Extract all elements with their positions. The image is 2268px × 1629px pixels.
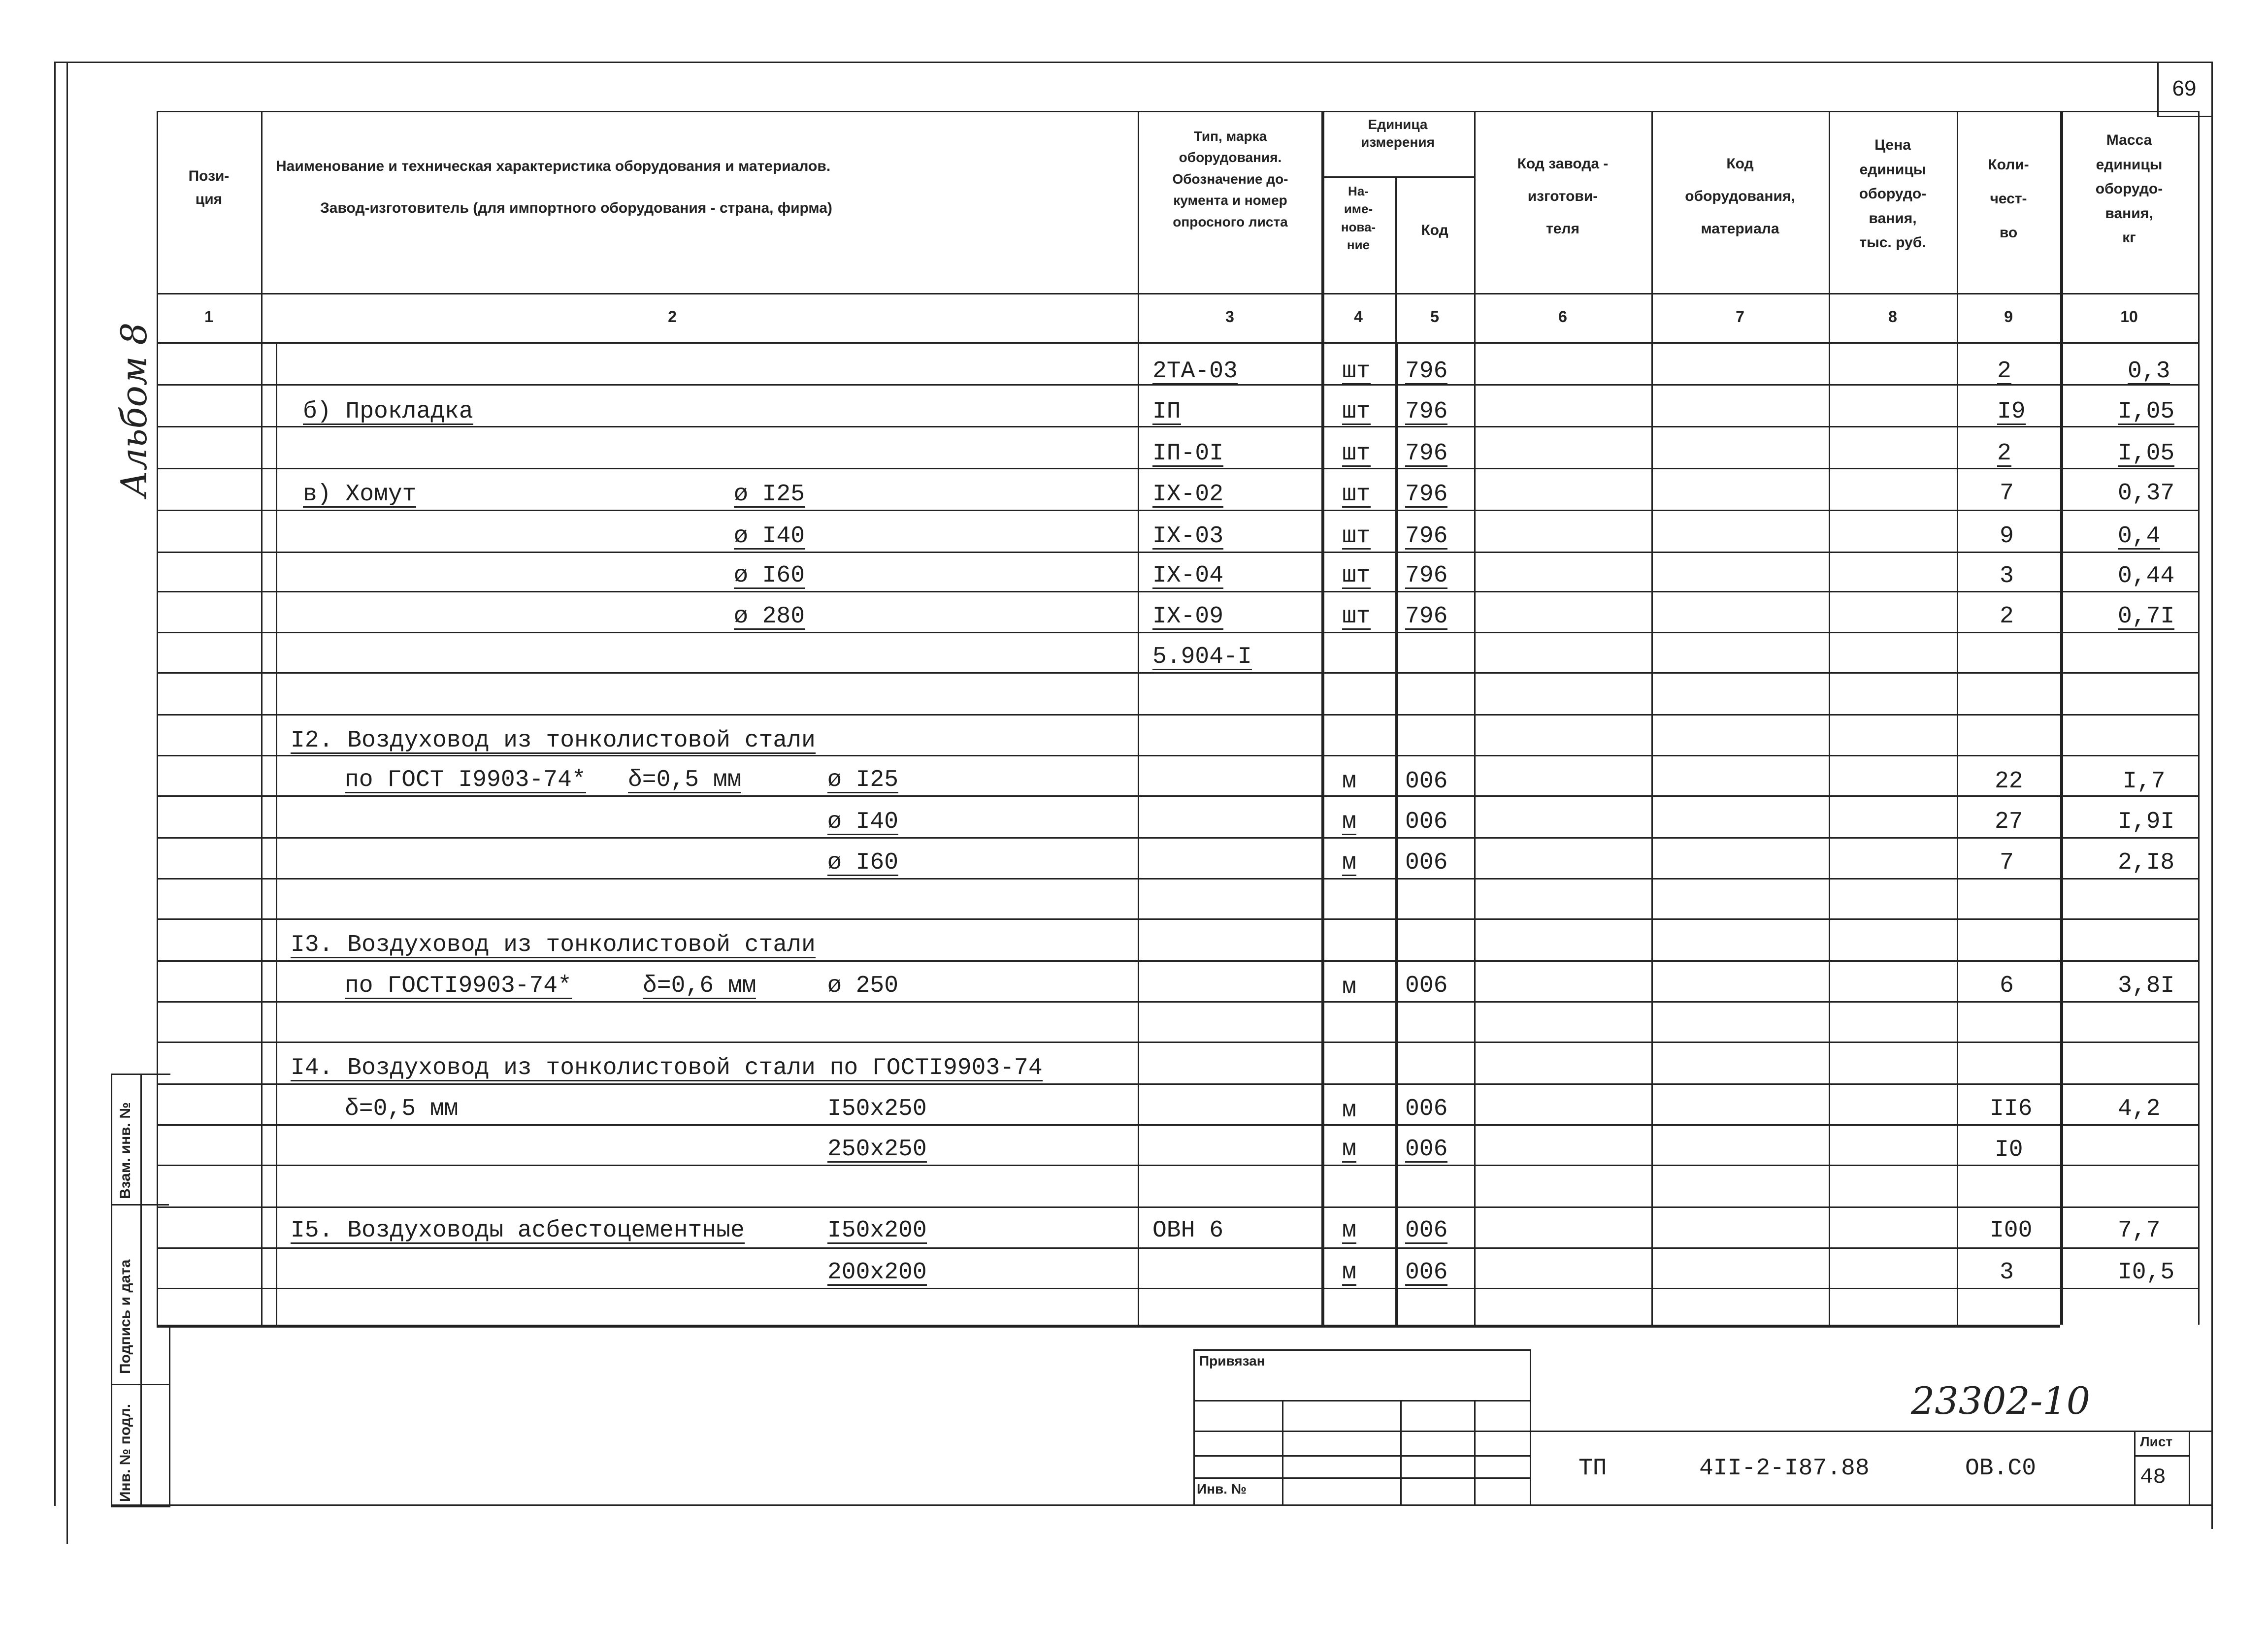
header-name-line1: Наименование и техническая характеристика оборудования и материалов. [276, 158, 831, 174]
row-qty: 3 [2000, 1259, 2014, 1286]
row-code: 796 [1405, 562, 1448, 589]
row-unit: шт [1342, 358, 1371, 385]
row-line [157, 1042, 2198, 1043]
col-number: 1 [204, 308, 213, 326]
row-line [157, 918, 2198, 920]
row-mass: 0,37 [2118, 480, 2175, 507]
col-line-8 [1957, 111, 1958, 1325]
row-qty: I9 [1997, 398, 2026, 425]
col-number: 3 [1225, 308, 1234, 326]
privyazan-row [1193, 1455, 1530, 1457]
privyazan-row [1193, 1400, 1530, 1401]
row-line [157, 1083, 2198, 1085]
privyazan-row [1193, 1477, 1530, 1479]
header-type: Тип, марка оборудования. Обозначение до- кумента и номер опросного листа [1172, 129, 1288, 229]
col-number: 6 [1558, 308, 1567, 326]
row-unit: шт [1342, 481, 1371, 508]
header-position: Пози- ция [188, 168, 230, 207]
row-code: 796 [1405, 398, 1448, 425]
row-diameter: ø I60 [827, 849, 899, 876]
col-line-2 [1138, 111, 1139, 1325]
row-mass: I,9I [2118, 809, 2175, 835]
header-unit-code: Код [1421, 222, 1448, 238]
privyazan-col [1400, 1400, 1402, 1504]
row-mass: I,05 [2118, 398, 2175, 425]
header-mass: Масса единицы оборудо- вания, кг [2095, 132, 2163, 246]
row-unit: м [1342, 974, 1356, 1001]
row-line [157, 837, 2198, 839]
row-line [157, 672, 2198, 674]
header-unit: Единица измерения [1361, 117, 1435, 150]
row-code: 796 [1405, 358, 1448, 385]
header-name-line2: Завод-изготовитель (для импортного оборудования - страна, фирма) [320, 200, 832, 216]
row-unit: м [1342, 1136, 1356, 1163]
row-qty: 2 [1997, 358, 2011, 385]
row-name: δ=0,5 мм [345, 1096, 459, 1122]
row-name: I3. Воздуховод из тонколистовой стали [291, 932, 816, 958]
row-mass: I,7 [2123, 768, 2166, 795]
col-line-9 [2060, 111, 2063, 1325]
row-line [157, 714, 2198, 716]
row-unit: м [1342, 768, 1356, 795]
row-unit: м [1342, 1097, 1356, 1124]
row-unit: шт [1342, 440, 1371, 467]
row-unit: шт [1342, 562, 1371, 589]
side-inv-podl: Инв. № подл. [117, 1403, 133, 1502]
side-vzam-inv: Взам. инв. № [117, 1102, 133, 1199]
row-mass: 2,I8 [2118, 849, 2175, 876]
stamp-section: ОВ.С0 [1965, 1455, 2037, 1482]
col-line-4b [1395, 342, 1398, 1325]
row-type: IХ-03 [1152, 523, 1224, 550]
row-type: IХ-09 [1152, 603, 1224, 630]
row-code: 796 [1405, 440, 1448, 467]
side-stamp-divider [140, 1074, 142, 1504]
side-podpis: Подпись и дата [117, 1259, 133, 1374]
row-diameter: ø 250 [827, 973, 899, 999]
row-name: I2. Воздуховод из тонколистовой стали [291, 727, 816, 754]
row-diameter: I50x200 [827, 1217, 927, 1244]
table-top [157, 111, 2198, 112]
colnum-bottom [157, 342, 2198, 344]
row-line [157, 795, 2198, 797]
row-name: по ГОСТ I9903-74* [345, 767, 586, 793]
row-unit: шт [1342, 603, 1371, 630]
row-code: 006 [1405, 1096, 1448, 1122]
row-diameter: ø I25 [827, 767, 899, 793]
col-line-5 [1474, 111, 1476, 1325]
row-name: I4. Воздуховод из тонколистовой стали по ГОСТI9903-74 [291, 1055, 1043, 1081]
row-unit: м [1342, 1259, 1356, 1286]
page-number: 69 [2172, 76, 2197, 100]
row-qty: 9 [2000, 523, 2014, 550]
row-line [157, 552, 2198, 553]
row-qty: I00 [1990, 1217, 2033, 1244]
row-line [157, 1124, 2198, 1126]
row-qty: I0 [1995, 1137, 2023, 1163]
row-qty: 22 [1995, 768, 2023, 795]
sheet-box-divider [2134, 1455, 2189, 1457]
row-code: 006 [1405, 1136, 1448, 1163]
row-mass: I,05 [2118, 440, 2175, 467]
row-diameter: ø I40 [734, 523, 805, 550]
row-unit: шт [1342, 398, 1371, 425]
row-type: IП-0I [1152, 440, 1224, 467]
sheet-label: Лист [2140, 1434, 2173, 1449]
row-code: 796 [1405, 603, 1448, 630]
row-line [157, 468, 2198, 469]
header-qty: Коли- чест- во [1988, 157, 2029, 241]
row-mass: 3,8I [2118, 973, 2175, 999]
col-number: 8 [1888, 308, 1897, 326]
col-line-6 [1651, 111, 1653, 1325]
header-factory-code: Код завода - изготови- теля [1517, 156, 1609, 237]
col-number: 2 [668, 308, 677, 326]
row-line [157, 632, 2198, 633]
row-mass: 0,44 [2118, 563, 2175, 589]
row-qty: 7 [2000, 480, 2014, 507]
col-number: 5 [1430, 308, 1439, 326]
row-name: по ГОСТI9903-74* [345, 973, 572, 999]
row-qty: II6 [1990, 1096, 2033, 1122]
privyazan-col [1474, 1400, 1476, 1504]
col-line-1 [261, 111, 263, 1325]
row-diameter: 200x200 [827, 1259, 927, 1286]
row-qty: 27 [1995, 809, 2023, 835]
sheet-right-edge [2211, 62, 2213, 1529]
col-number: 9 [2004, 308, 2013, 326]
row-line [157, 960, 2198, 962]
row-qty: 2 [1997, 440, 2011, 467]
row-qty: 2 [2000, 603, 2014, 630]
stamp-doc-code: 4II-2-I87.88 [1699, 1455, 1870, 1482]
col-line-3 [1321, 111, 1324, 1325]
privyazan-col [1282, 1400, 1283, 1504]
stamp-tp: ТП [1578, 1455, 1607, 1482]
row-line [157, 591, 2198, 592]
col-line-10 [2198, 111, 2200, 1325]
row-name: б) Прокладка [303, 398, 473, 425]
sheet-number: 48 [2140, 1465, 2166, 1490]
row-mass: 0,7I [2118, 603, 2175, 630]
side-stamp-bottom [111, 1504, 2211, 1506]
col-line-7 [1829, 111, 1830, 1325]
row-qty: 7 [2000, 849, 2014, 876]
row-code: 006 [1405, 768, 1448, 795]
album-label: Альбом 8 [113, 322, 155, 497]
header-price: Цена единицы оборудо- вания, тыс. руб. [1859, 137, 1927, 251]
row-type: IХ-02 [1152, 481, 1224, 508]
row-code: 006 [1405, 973, 1448, 999]
row-mass: 4,2 [2118, 1096, 2161, 1122]
row-unit: шт [1342, 523, 1371, 550]
row-type: 5.904-I [1152, 644, 1252, 670]
row-code: 006 [1405, 849, 1448, 876]
row-mass: 0,4 [2118, 523, 2161, 550]
row-code: 006 [1405, 1217, 1448, 1244]
row-unit: м [1342, 809, 1356, 835]
row-unit: м [1342, 1217, 1356, 1244]
row-name: I5. Воздуховоды асбестоцементные [291, 1217, 745, 1244]
row-qty: 3 [2000, 563, 2014, 589]
row-type: 2ТА-03 [1152, 358, 1238, 385]
row-unit: м [1342, 849, 1356, 876]
row-line [157, 1001, 2198, 1003]
row-code: 006 [1405, 1259, 1448, 1286]
side-stamp-row [111, 1384, 169, 1385]
row-type: IХ-04 [1152, 562, 1224, 589]
row-mass: 7,7 [2118, 1217, 2161, 1244]
row-thickness: δ=0,6 мм [643, 973, 756, 999]
row-code: 796 [1405, 523, 1448, 550]
handwritten-number: 23302-10 [1911, 1379, 2091, 1423]
row-line [157, 1206, 2198, 1208]
row-code: 006 [1405, 809, 1448, 835]
row-line [157, 1247, 2198, 1249]
header-bottom [157, 293, 2198, 294]
col-number: 7 [1736, 308, 1744, 326]
row-thickness: δ=0,5 мм [628, 767, 742, 793]
col-line-1b [276, 342, 277, 1325]
row-mass: I0,5 [2118, 1259, 2175, 1286]
row-line [157, 878, 2198, 880]
row-qty: 6 [2000, 973, 2014, 999]
row-line [157, 1288, 2198, 1289]
header-equipment-code: Код оборудования, материала [1685, 156, 1795, 237]
row-diameter: ø I25 [734, 481, 805, 508]
side-stamp-row [111, 1204, 169, 1205]
row-diameter: ø I40 [827, 809, 899, 835]
row-name: в) Хомут [303, 481, 417, 508]
row-mass: 0,3 [2128, 358, 2170, 385]
row-line [157, 510, 2198, 511]
col-number: 4 [1354, 308, 1363, 326]
row-type: IП [1152, 398, 1181, 425]
unit-subhead-line [1321, 176, 1474, 178]
row-line [157, 1165, 2198, 1166]
header-unit-name: На- име- нова- ние [1341, 184, 1376, 253]
row-diameter: ø I60 [734, 562, 805, 589]
row-line [157, 426, 2198, 427]
row-code: 796 [1405, 481, 1448, 508]
col-number: 10 [2120, 308, 2138, 326]
inv-no-label: Инв. № [1197, 1481, 1247, 1497]
row-diameter: ø 280 [734, 603, 805, 630]
sheet-left-edge [66, 62, 68, 1544]
stamp-left-edge [169, 1325, 170, 1504]
row-line [157, 755, 2198, 756]
table-bottom [157, 1325, 2060, 1328]
row-diameter: 250x250 [827, 1136, 927, 1163]
privyazan-label: Привязан [1199, 1353, 1265, 1368]
title-block-top [1528, 1431, 2211, 1432]
row-diameter: I50x250 [827, 1096, 927, 1122]
row-type: ОВН 6 [1152, 1217, 1224, 1244]
privyazan-row [1193, 1431, 1530, 1432]
